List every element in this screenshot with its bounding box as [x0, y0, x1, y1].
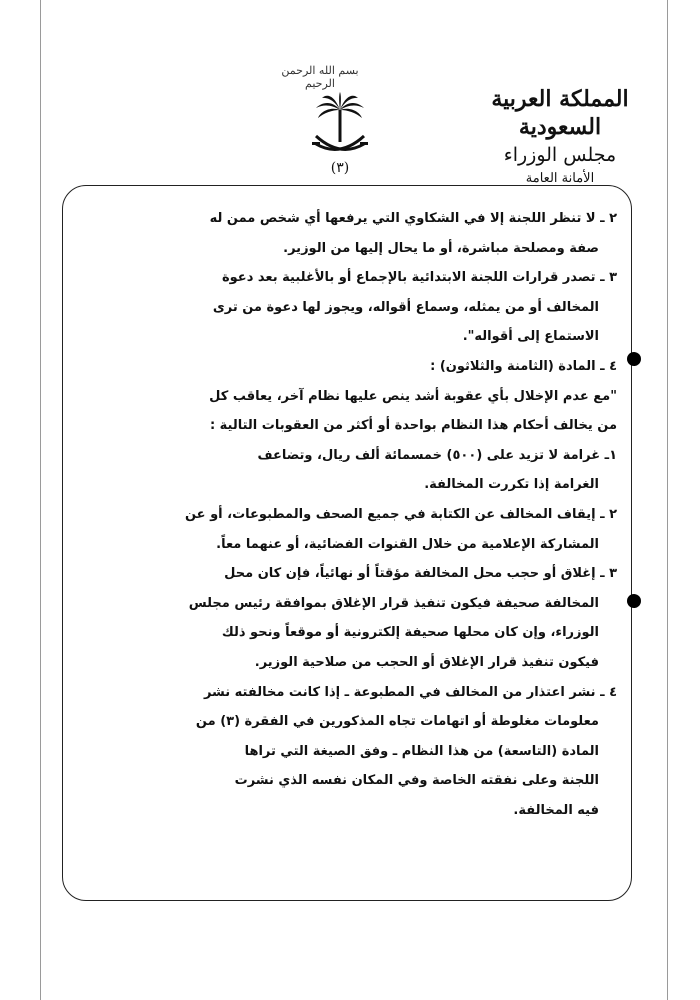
penalty-line: ٤ ـ نشر اعتذار من المخالف في المطبوعة ـ إذا كانت مخالفته نشر [203, 684, 617, 700]
basmala: بسم الله الرحمن الرحيم [281, 64, 359, 90]
penalty-line: المادة (التاسعة) من هذا النظام ـ وفق الصيغة التي تراها [244, 743, 599, 759]
punch-hole-icon [627, 594, 641, 608]
body-line: ٣ ـ تصدر قرارات اللجنة الابتدائية بالإجماع أو بالأغلبية بعد دعوة [221, 270, 617, 286]
penalty-line: الوزراء، وإن كان محلها صحيفة إلكترونية أو موقعاً ونحو ذلك [221, 625, 599, 641]
letterhead-secretariat: الأمانة العامة [525, 171, 595, 186]
body-line: صفة ومصلحة مباشرة، أو ما يحال إليها من الوزير. [283, 240, 599, 256]
letterhead-council: مجلس الوزراء [503, 144, 617, 166]
penalty-line: ٣ ـ إغلاق أو حجب محل المخالفة مؤقتاً أو نهائياً، فإن كان محل [224, 566, 617, 582]
penalty-line: المشاركة الإعلامية من خلال القنوات الفضائية، أو عنهما معاً. [216, 536, 599, 552]
page-border-right [667, 0, 668, 1000]
body-line: ٢ ـ لا تنظر اللجنة إلا في الشكاوي التي يرفعها أي شخص ممن له [209, 211, 617, 226]
body-line: المخالف أو من يمثله، وسماع أقواله، ويجوز لها دعوة من ترى [212, 299, 599, 315]
penalty-line: فيكون تنفيذ قرار الإغلاق أو الحجب من صلاحية الوزير. [254, 654, 599, 670]
page-number: (٣) [330, 160, 350, 176]
letterhead-kingdom: المملكة العربية السعودية [491, 86, 629, 140]
letterhead [460, 85, 660, 189]
penalty-line: اللجنة وعلى نفقته الخاصة وفي المكان نفسه الذي نشرت [234, 773, 599, 789]
body-line: "مع عدم الإخلال بأي عقوبة أشد ينص عليها نظام آخر، يعاقب كل [209, 388, 617, 404]
document-body [72, 204, 617, 825]
punch-hole-icon [627, 352, 641, 366]
article-heading: ٤ ـ المادة (الثامنة والثلاثون) : [430, 358, 617, 374]
penalty-line: المخالفة صحيفة فيكون تنفيذ قرار الإغلاق بموافقة رئيس مجلس [188, 595, 599, 611]
penalty-line: ٢ ـ إيقاف المخالف عن الكتابة في جميع الصحف والمطبوعات، أو عن [184, 506, 617, 522]
penalty-line: فيه المخالفة. [513, 802, 599, 818]
body-line: من يخالف أحكام هذا النظام بواحدة أو أكثر من العقوبات التالية : [209, 418, 617, 434]
page-border-left [40, 0, 41, 1000]
penalty-line: الغرامة إذا تكررت المخالفة. [424, 477, 599, 493]
penalty-line: معلومات مغلوطة أو اتهامات تجاه المذكورين في الفقرة (٣) من [195, 714, 599, 730]
penalty-line: ١ـ غرامة لا تزيد على (٥٠٠) خمسمائة ألف ريال، وتضاعف [257, 447, 617, 463]
palm-and-crossed-swords-emblem-icon [310, 92, 370, 164]
body-line: الاستماع إلى أقواله". [462, 329, 599, 345]
